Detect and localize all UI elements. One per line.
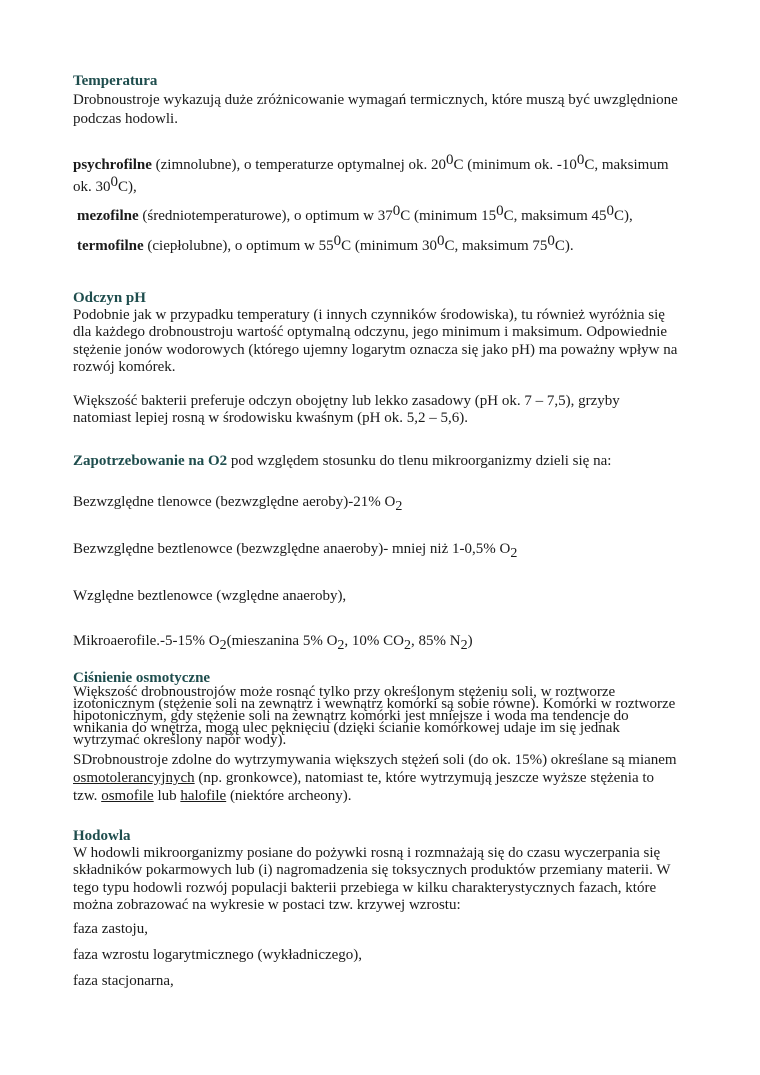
thermophiles-line: termofilne (ciepłolubne), o optimum w $55^0C$ (minimum $30^0C$, maksimum $75^0C$). — [77, 233, 574, 254]
osmotic-paragraph-2-line-1: SDrobnoustroje zdolne do wytrzymywania większych stężeń soli (do ok. 15%) określane są mianem — [73, 752, 677, 768]
term-mezofilne: mezofilne — [77, 208, 139, 224]
osmotic-overlap-line-4: wnikania do wnętrza, mogą ulec pęknięciu (dzięki ścianie komórkowej udaje im się jednak — [73, 720, 620, 736]
hodowla-line-1: W hodowli mikroorganizmy posiane do pożywki rosną i rozmnażają się do czasu wyczerpania się — [73, 845, 661, 861]
psychrophiles-line-1: psychrofilne (zimnolubne), o temperaturze optymalnej ok. $20^0C$ (minimum ok. $-10^0C$, maksimum — [73, 152, 669, 173]
degree-mark: 0 — [445, 152, 454, 168]
o2-intro-line: Zapotrzebowanie na O2 pod względem stosunku do tlenu mikroorganizmy dzieli się na: — [73, 453, 612, 469]
heading-cisnienie-osmotyczne: Ciśnienie osmotyczne — [73, 670, 211, 686]
ph-paragraph-2-line-2: natomiast lepiej rosną w środowisku kwaśnym (pH ok. 5,2 – 5,6). — [73, 410, 468, 426]
degree-mark: 0 — [436, 233, 445, 249]
degree-mark: 0 — [496, 203, 504, 219]
degree-mark: 0 — [392, 203, 401, 219]
osmotic-paragraph-2-line-2: osmotolerancyjnych (np. gronkowce), natomiast te, które wytrzymują jeszcze wyższe stężenia to — [73, 770, 655, 786]
heading-hodowla: Hodowla — [73, 828, 131, 844]
heading-temperatura: Temperatura — [73, 73, 158, 89]
phase-item-1: faza zastoju, — [73, 921, 148, 937]
osmotic-overlap-line-1: Większość drobnoustrojów może rosnąć tylko przy określonym stężeniu soli, w roztworze — [73, 684, 616, 700]
link-halofile[interactable]: halofile — [180, 788, 227, 804]
degree-mark: 0 — [576, 152, 585, 168]
ph-paragraph-1-line-1: Podobnie jak w przypadku temperatury (i innych czynników środowiska), tu również wyróżnia się — [73, 307, 665, 323]
hodowla-line-4: można zobrazować na wykresie w postaci tzw. krzywej wzrostu: — [73, 897, 461, 913]
temperatura-intro-line-1: Drobnoustroje wykazują duże zróżnicowanie wymagań termicznych, które muszą być uwzględnione — [73, 92, 678, 108]
degree-mark: 0 — [110, 174, 118, 190]
phase-item-2: faza wzrostu logarytmicznego (wykładniczego), — [73, 947, 363, 963]
heading-odczyn-ph: Odczyn pH — [73, 290, 146, 306]
ph-paragraph-2-line-1: Większość bakterii preferuje odczyn obojętny lub lekko zasadowy (pH ok. 7 – 7,5), grzyby — [73, 393, 620, 409]
term-psychrofilne: psychrofilne — [73, 157, 152, 173]
osmotic-overlap-line-5: wytrzymać określony napór wody). — [73, 732, 287, 748]
mesophiles-line: mezofilne (średniotemperaturowe), o optimum w $37^0C$ (minimum $15^0C$, maksimum $45^0C$), — [77, 203, 633, 224]
hodowla-line-2: składników pokarmowych lub (i) nagromadzenia się toksycznych produktów przemiany materii. W — [73, 862, 671, 878]
o2-anaerobes-line: Bezwzględne beztlenowce (bezwzględne anaeroby)- mniej niż 1-0,5% $O_2$ — [73, 541, 518, 561]
degree-mark: 0 — [547, 233, 555, 249]
ph-paragraph-1-line-2: dla każdego drobnoustroju wartość optymalną odczynu, jego minimum i maksimum. Odpowiednie — [73, 324, 668, 340]
ph-paragraph-1-line-3: stężenie jonów wodorowych (którego ujemny logarytm oznacza się jako pH) ma poważny wpływ na — [73, 342, 678, 358]
phase-item-3: faza stacjonarna, — [73, 973, 174, 989]
term-termofilne: termofilne — [77, 238, 144, 254]
ph-paragraph-1-line-4: rozwój komórek. — [73, 359, 176, 375]
link-osmotolerancyjnych[interactable]: osmotolerancyjnych — [73, 770, 195, 786]
temperatura-intro-line-2: podczas hodowli. — [73, 111, 178, 127]
degree-mark: 0 — [606, 203, 615, 219]
o2-microaerophiles-line: Mikroaerofile.-5-15% $O_2(mieszanina$ 5% $O_2$, 10% $CO_2$, 85% $N_2$) — [73, 633, 473, 653]
hodowla-line-3: tego typu hodowli rozwój populacji bakterii przebiega w kilku charakterystycznych fazach, które — [73, 880, 657, 896]
link-osmofile[interactable]: osmofile — [101, 788, 154, 804]
o2-facultative-line: Względne beztlenowce (względne anaeroby), — [73, 588, 347, 604]
degree-mark: 0 — [333, 233, 342, 249]
osmotic-overlap-line-2: izotonicznym (stężenie soli na zewnątrz i wewnątrz komórki są sobie równe). Komórki w roztworze — [73, 696, 676, 712]
psychrophiles-line-2: ok. $30^0C$), — [73, 174, 137, 195]
heading-zapotrzebowanie-o2: Zapotrzebowanie na O2 — [73, 453, 228, 469]
osmotic-overlap-line-3: hipotonicznym, gdy stężenie soli na zewnątrz komórki jest mniejsze i woda ma tendencje do — [73, 708, 629, 724]
osmotic-paragraph-2-line-3: tzw. osmofile lub halofile (niektóre archeony). — [73, 788, 352, 804]
o2-aerobes-line: Bezwzględne tlenowce (bezwzględne aeroby)-21% $O_2$ — [73, 494, 403, 514]
